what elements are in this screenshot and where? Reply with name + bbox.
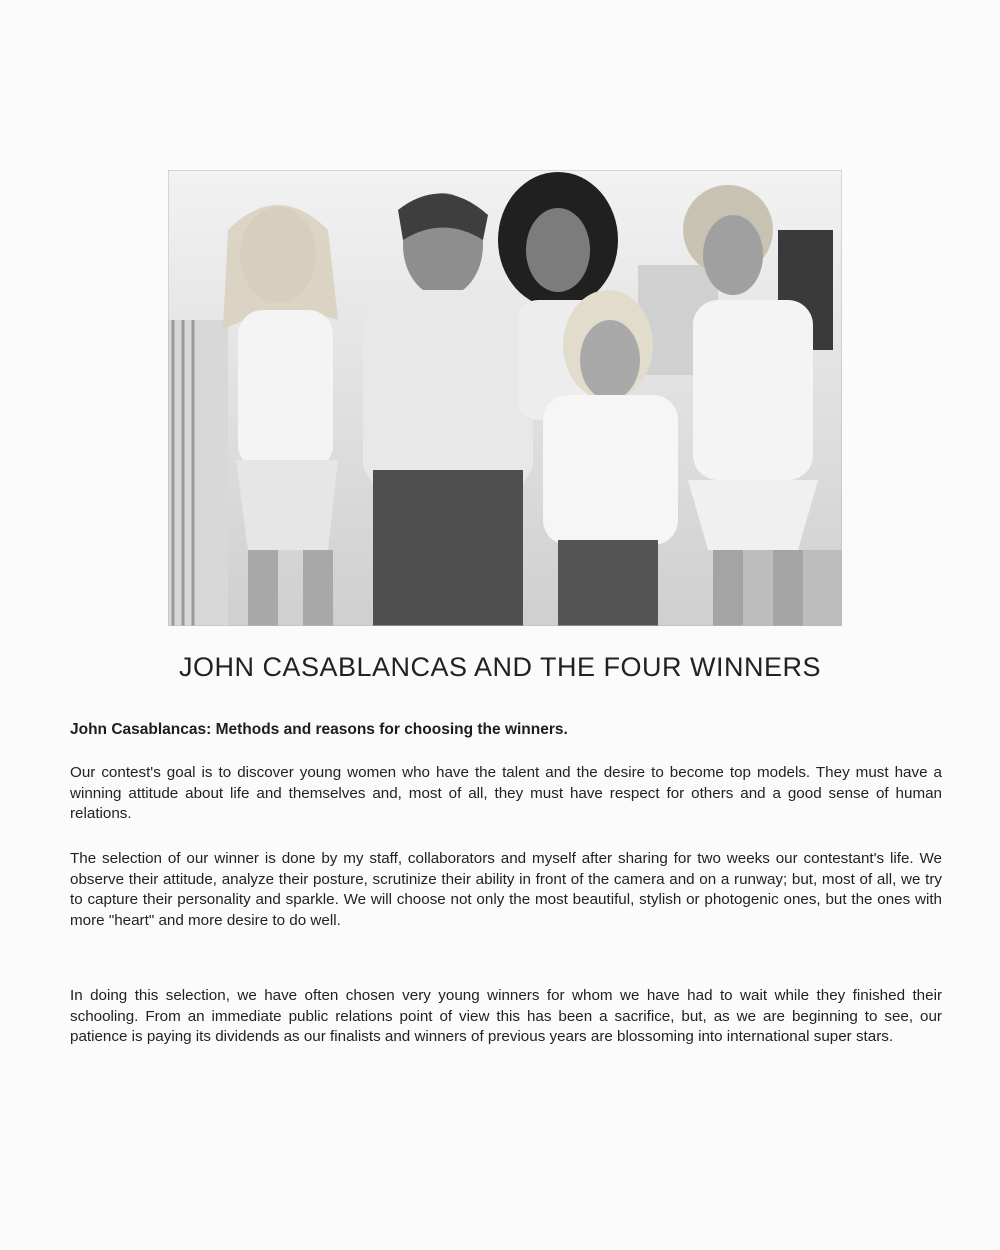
body-paragraph: The selection of our winner is done by my staff, collaborators and myself after sharing for two weeks our contestant's life. We observe their attitude, analyze their posture, scrutinize their ability in front of the camera and on a runway; but, most of all, we try to capture their personality and sparkle. We will choose not only the most beautiful, stylish or photogenic ones, but the ones with more "heart" and more desire to do well. <box>70 850 942 929</box>
section-heading: John Casablancas: Methods and reasons for choosing the winners. <box>70 721 568 738</box>
group-photo <box>168 170 842 626</box>
page-title: JOHN CASABLANCAS AND THE FOUR WINNERS <box>178 652 822 682</box>
body-paragraph: Our contest's goal is to discover young women who have the talent and the desire to become top models. They must have a winning attitude about life and themselves and, most of all, they must have respect for others and a good sense of human relations. <box>70 764 942 822</box>
body-paragraph: In doing this selection, we have often chosen very young winners for whom we have had to wait while they finished their schooling. From an immediate public relations point of view this has been a sacrifice, but, as we are beginning to see, our patience is paying its dividends as our finalists and winners of previous years are blossoming into international super stars. <box>70 987 942 1045</box>
